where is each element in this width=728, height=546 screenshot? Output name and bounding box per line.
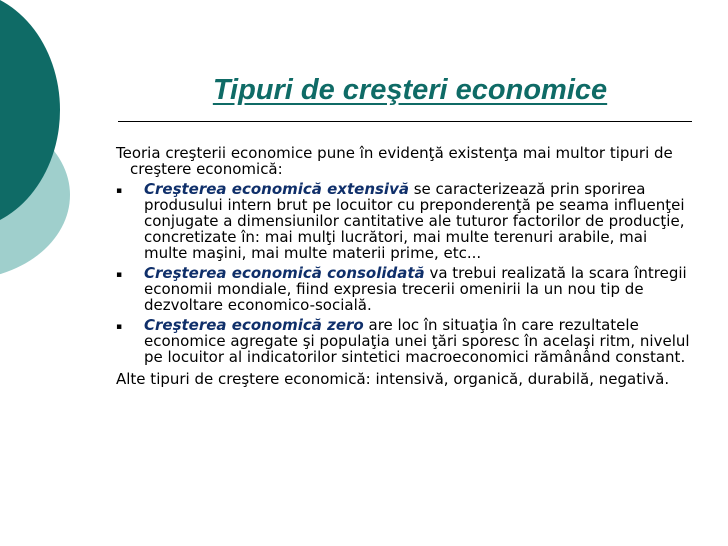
closing-paragraph: Alte tipuri de creştere economică: intensivă, organică, durabilă, negativă. <box>116 370 670 388</box>
square-bullet-icon: ▪ <box>116 322 123 332</box>
item-text: are loc în situaţia în care rezultatele economice agregate şi populaţia unei ţări sporesc în acelaşi ritm, nivelul pe locuitor al indicatorilor sintetici macroeconomici rămânând constant. <box>144 316 690 366</box>
slide-title: Tipuri de creşteri economice <box>212 74 608 106</box>
list-item <box>116 265 691 313</box>
square-bullet-icon: ▪ <box>116 270 123 280</box>
list-item <box>116 317 691 365</box>
square-bullet-icon: ▪ <box>116 186 123 196</box>
list-item <box>116 181 691 261</box>
intro-paragraph: Teoria creşterii economice pune în evidenţă existenţa mai multor tipuri de creştere economică: <box>116 144 673 178</box>
item-term: Creşterea economică extensivă <box>144 180 409 198</box>
slide-body <box>116 145 691 389</box>
item-text: va trebui realizată la scara întregii economii mondiale, fiind expresia trecerii omenirii la un nou tip de dezvoltare economico-socială. <box>144 264 687 314</box>
slide-title-container <box>0 74 728 107</box>
item-term: Creşterea economică consolidată <box>144 264 425 282</box>
item-text: se caracterizează prin sporirea produsului intern brut pe locuitor cu preponderenţă pe seama influenţei conjugate a dimensiunilor cantitative ale tuturor factorilor de producţie, concretizate în: mai mulţi lucrători, mai multe terenuri arabile, mai multe maşini, mai multe materii prime, etc... <box>144 180 685 262</box>
title-divider <box>118 121 692 122</box>
item-term: Creşterea economică zero <box>144 316 364 334</box>
